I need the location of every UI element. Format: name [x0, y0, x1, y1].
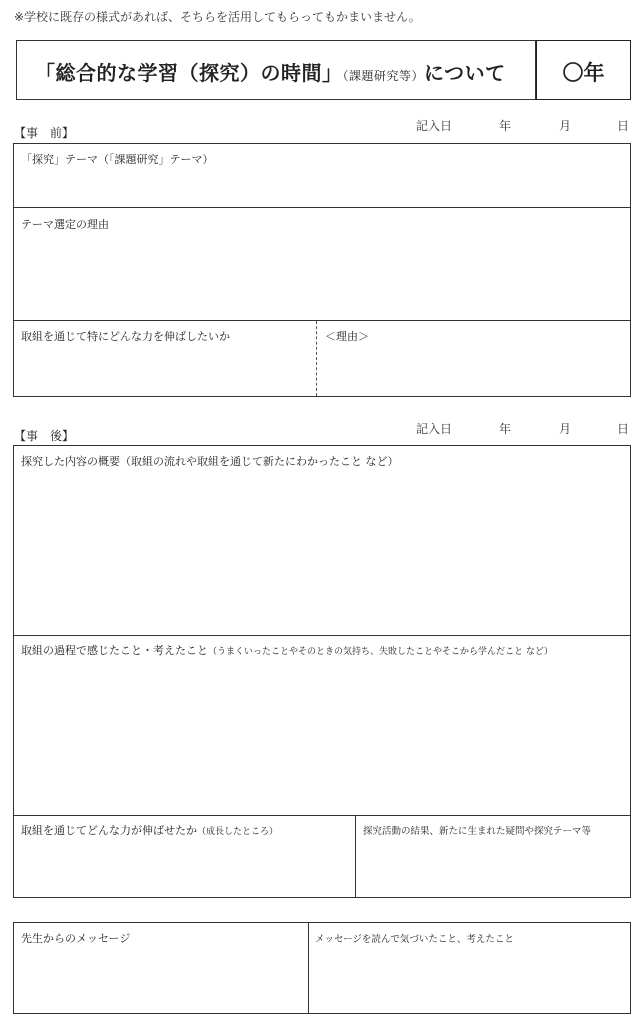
summary-label: 探究した内容の概要（取組の流れや取組を通じて新たにわかったこと など） — [21, 455, 399, 468]
title-sub: （課題研究等） — [342, 69, 425, 83]
growth-label-sub: （成長したところ） — [197, 827, 279, 837]
page-title — [35, 57, 506, 86]
title-main-close: について — [424, 61, 506, 85]
process-label-sub: （うまくいったことやそのときの気持ち、失敗したことやそこから学んだこと など） — [208, 647, 553, 657]
before-section-label: 【事 前】 — [14, 126, 75, 140]
response-label: メッセージを読んで気づいたこと、考えたこと — [315, 934, 514, 945]
after-date-month: 月 — [559, 422, 572, 436]
message-table — [13, 922, 631, 1014]
growth-label — [21, 822, 278, 838]
before-date-prefix: 記入日 — [416, 119, 453, 133]
before-date-day: 日 — [617, 119, 630, 133]
grade-label: 〇年 — [562, 61, 605, 85]
after-table — [13, 445, 631, 898]
growth-label-main: 取組を通じてどんな力が伸ばせたか — [21, 824, 197, 837]
title-main-open: 「総合的な学習（探究）の時間」 — [35, 61, 343, 85]
after-section-label: 【事 後】 — [14, 429, 75, 443]
ability-reason-label: ＜理由＞ — [325, 330, 369, 343]
process-label-main: 取組の過程で感じたこと・考えたこと — [21, 644, 208, 657]
before-date-year: 年 — [499, 119, 512, 133]
teacher-message-label: 先生からのメッセージ — [21, 932, 131, 945]
questions-label: 探究活動の結果、新たに生まれた疑問や探究テーマ等 — [363, 826, 592, 837]
theme-label: 「探究」テーマ（「課題研究」テーマ） — [21, 153, 214, 166]
title-box — [16, 40, 536, 100]
before-date-month: 月 — [559, 119, 572, 133]
process-label — [21, 642, 553, 658]
reason-label: テーマ選定の理由 — [21, 218, 109, 231]
grade-box — [536, 40, 631, 100]
after-date-year: 年 — [499, 422, 512, 436]
instruction-note: ※学校に既存の様式があれば、そちらを活用してもらってもかまいません。 — [14, 10, 421, 24]
before-table — [13, 143, 631, 397]
after-date-day: 日 — [617, 422, 630, 436]
after-date-prefix: 記入日 — [416, 422, 453, 436]
ability-label: 取組を通じて特にどんな力を伸ばしたいか — [21, 330, 230, 343]
